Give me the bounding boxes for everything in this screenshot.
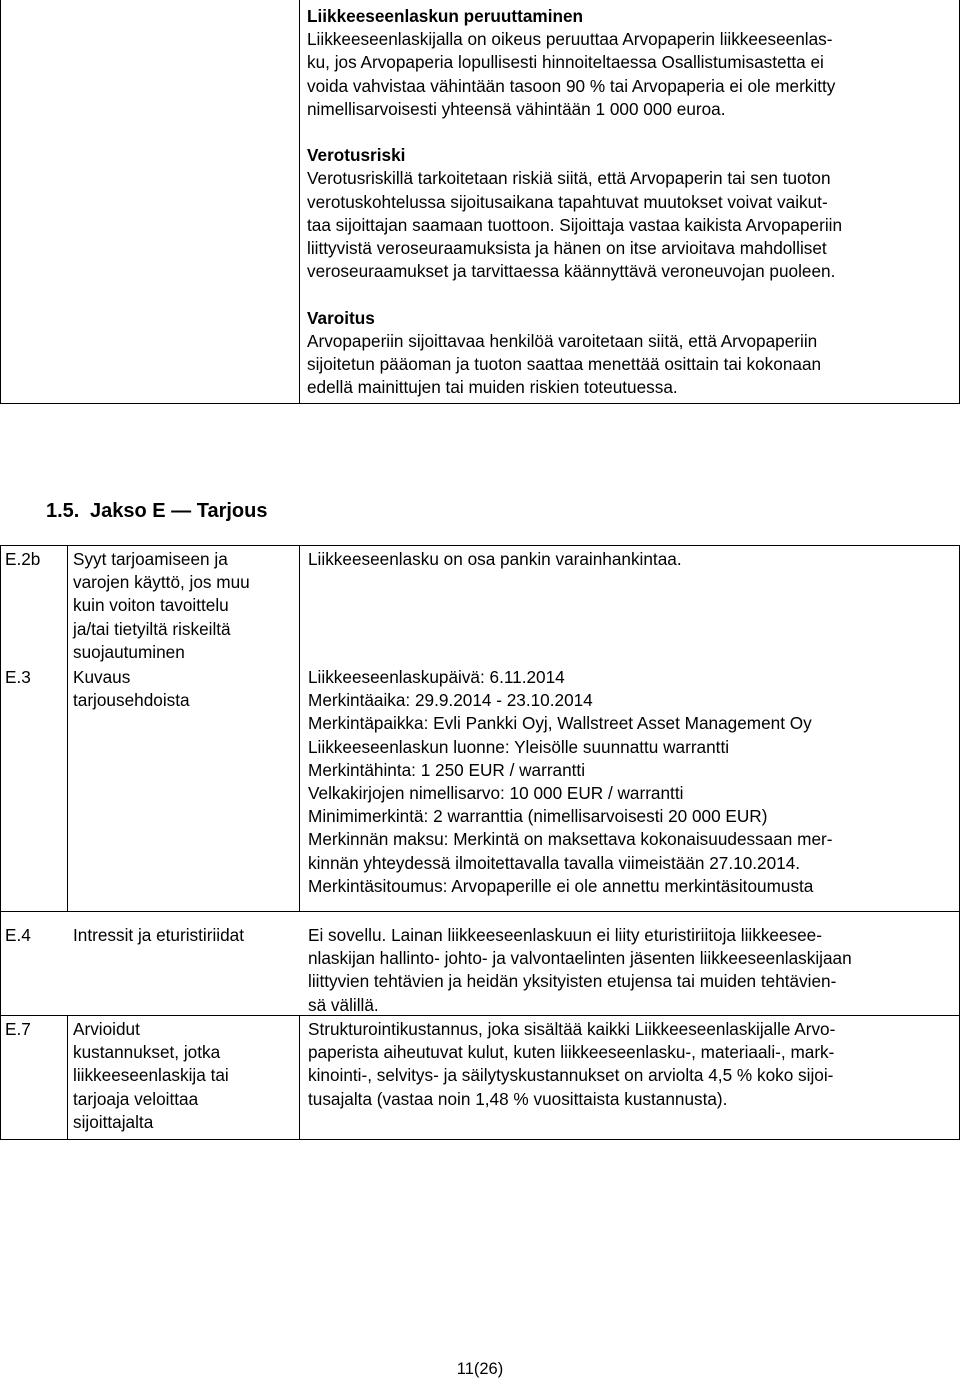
row-title <box>73 666 295 712</box>
value-line: Merkintähinta: 1 250 EUR / warrantti <box>308 759 586 780</box>
row-code: E.7 <box>5 1019 31 1039</box>
section-heading: Varoitus <box>307 307 375 328</box>
section-number: 1.5. <box>46 500 80 522</box>
row-separator <box>1 911 959 912</box>
row-title <box>73 1018 295 1134</box>
title-line: Kuvaus <box>73 667 131 687</box>
section-warning <box>307 307 952 400</box>
text-line: liittyvistä veroseuraamuksista ja hänen on itse arvioitava mahdolliset <box>307 238 827 259</box>
text-line: veroseuraamukset ja tarvittaessa käännyttävä veroneuvojan puoleen. <box>307 261 836 282</box>
value-line: Minimimerkintä: 2 warranttia (nimellisarvoisesti 20 000 EUR) <box>308 806 768 827</box>
value-line: Liikkeeseenlaskun luonne: Yleisölle suunnattu warrantti <box>308 736 730 757</box>
title-line: tarjoaja veloittaa <box>73 1088 199 1109</box>
code-divider <box>67 546 68 911</box>
risk-factors-box <box>0 0 960 404</box>
value-line: Merkintäsitoumus: Arvopaperille ei ole annettu merkintäsitoumusta <box>308 875 814 896</box>
text-line: verotuskohtelussa sijoitusaikana tapahtuvat muutokset voivat vaikut- <box>307 191 828 212</box>
text-line: Arvopaperiin sijoittavaa henkilöä varoitetaan siitä, että Arvopaperiin <box>307 330 818 351</box>
value-line: Liikkeeseenlasku on osa pankin varainhankintaa. <box>308 549 682 569</box>
title-line: Syyt tarjoamiseen ja <box>73 549 228 569</box>
value-line: Ei sovellu. Lainan liikkeeseenlaskuun ei liity eturistiriitoja liikkeesee- <box>308 925 822 945</box>
row-title <box>73 548 295 664</box>
text-line: sijoitetun pääoman ja tuoton saattaa menettää osittain tai kokonaan <box>307 354 822 375</box>
title-line: sijoittajalta <box>73 1111 154 1132</box>
row-value <box>308 924 953 1017</box>
offer-table <box>0 545 960 1140</box>
value-line: sä välillä. <box>308 994 379 1015</box>
page-number: 11(26) <box>456 1360 504 1378</box>
title-divider <box>299 1015 300 1139</box>
value-line: paperista aiheutuvat kulut, kuten liikkeeseenlasku-, materiaali-, mark- <box>308 1042 835 1063</box>
row-code: E.3 <box>5 667 31 687</box>
title-line: Arvioidut <box>73 1019 140 1039</box>
title-line: suojautuminen <box>73 641 185 662</box>
value-line: tusajalta (vastaa noin 1,48 % vuosittaista kustannusta). <box>308 1088 728 1109</box>
value-line: liittyvien tehtävien ja heidän yksityisten etujensa tai muiden tehtävien- <box>308 971 837 992</box>
column-divider <box>299 0 300 403</box>
title-line: kustannukset, jotka <box>73 1042 221 1063</box>
value-line: Strukturointikustannus, joka sisältää kaikki Liikkeeseenlaskijalle Arvo- <box>308 1019 836 1039</box>
text-line: Verotusriskillä tarkoitetaan riskiä siitä, että Arvopaperin tai sen tuoton <box>307 168 831 189</box>
value-line: Merkinnän maksu: Merkintä on maksettava kokonaisuudessaan mer- <box>308 829 833 850</box>
title-line: kuin voiton tavoittelu <box>73 595 229 616</box>
value-line: kinnän yhteydessä ilmoitettavalla tavalla viimeistään 27.10.2014. <box>308 852 801 873</box>
title-line: ja/tai tietyiltä riskeiltä <box>73 618 231 639</box>
value-line: Liikkeeseenlaskupäivä: 6.11.2014 <box>308 667 565 687</box>
row-value <box>308 1018 953 1111</box>
title-line: tarjousehdoista <box>73 690 190 711</box>
code-divider <box>67 1015 68 1139</box>
section-cancellation <box>307 5 952 121</box>
value-line: Velkakirjojen nimellisarvo: 10 000 EUR / warrantti <box>308 783 684 804</box>
title-divider <box>299 546 300 911</box>
risk-factors-content <box>307 5 952 423</box>
value-line: Merkintäpaikka: Evli Pankki Oyj, Wallstreet Asset Management Oy <box>308 713 812 734</box>
row-title <box>73 924 313 947</box>
title-line: Intressit ja eturistiriidat <box>73 925 244 945</box>
row-code: E.4 <box>5 925 31 945</box>
value-line: Merkintäaika: 29.9.2014 - 23.10.2014 <box>308 690 593 711</box>
title-line: liikkeeseenlaskija tai <box>73 1065 229 1086</box>
value-line: nlaskijan hallinto- johto- ja valvontaelinten jäsenten liikkeeseenlaskijaan <box>308 948 852 969</box>
section-e-heading <box>46 497 267 525</box>
section-heading: Verotusriski <box>307 145 406 166</box>
section-tax-risk <box>307 144 952 283</box>
text-line: Liikkeeseenlaskijalla on oikeus peruuttaa Arvopaperin liikkeeseenlas- <box>307 29 833 50</box>
value-line: kinointi-, selvitys- ja säilytyskustannukset on arviolta 4,5 % koko sijoi- <box>308 1065 834 1086</box>
text-line: ku, jos Arvopaperia lopullisesti hinnoiteltaessa Osallistumisastetta ei <box>307 52 824 73</box>
row-value <box>308 548 953 571</box>
text-line: voida vahvistaa vähintään tasoon 90 % tai Arvopaperia ei ole merkitty <box>307 75 836 96</box>
section-title: Jakso E — Tarjous <box>90 500 268 522</box>
text-line: taa sijoittajan saamaan tuottoon. Sijoittaja vastaa kaikista Arvopaperiin <box>307 214 843 235</box>
title-line: varojen käyttö, jos muu <box>73 572 250 593</box>
row-code: E.2b <box>5 549 41 569</box>
text-line: nimellisarvoisesti yhteensä vähintään 1 000 000 euroa. <box>307 98 726 119</box>
section-heading: Liikkeeseenlaskun peruuttaminen <box>307 6 584 26</box>
row-value <box>308 666 953 898</box>
text-line: edellä mainittujen tai muiden riskien toteutuessa. <box>307 377 678 398</box>
